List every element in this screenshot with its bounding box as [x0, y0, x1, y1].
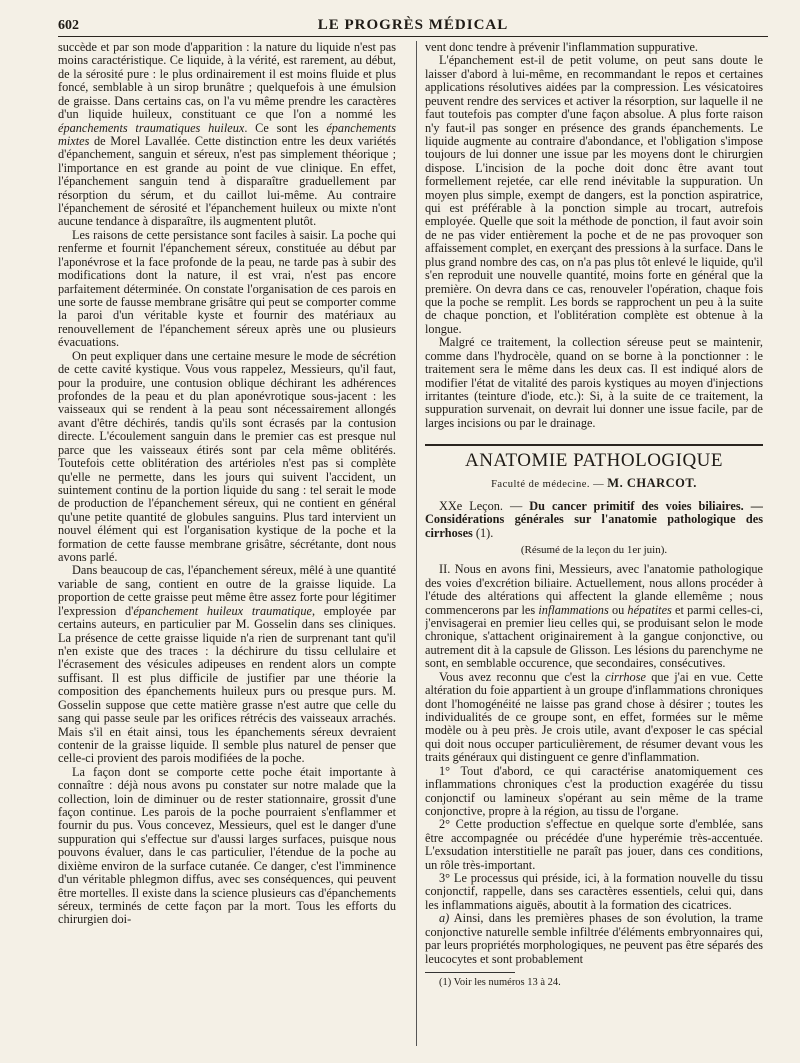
paragraph: II. Nous en avons fini, Messieurs, avec l'anatomie pathologique des voies d'excrétion biliaire. Actuellement, nous allons procéder à l'étude des altérations qui affectent la glande ellemême ; nous commencerons par les inflammations ou hépatites et parmi celles-ci, j'envisagerai en premier lieu celles qui, se produisant selon le mode chronique, s'attachent originairement à la gangue conjonctive, ou autrement dit à la capsule de Glisson. Les lésions du parenchyme ne sont, en semblable occurence, que secondaires, consécutives.: [425, 562, 763, 671]
paragraph: vent donc tendre à prévenir l'inflammation suppurative.: [425, 41, 698, 54]
footnote-rule: [425, 972, 515, 973]
page-header: [58, 12, 768, 36]
footnote: (1) Voir les numéros 13 à 24.: [439, 977, 561, 988]
paragraph: Dans beaucoup de cas, l'épanchement séreux, mêlé à une quantité variable de sang, contient en outre de la graisse liquide. La proportion de cette graisse peut même être assez forte pour légitimer l'expression d'épanchement huileux traumatique, employée par certains auteurs, en particulier par M. Gosselin dans ses cliniques. La présence de cette graisse liquide n'a rien de surprenant tant qu'il n'en existe que des traces : la déchirure du tissu cellulaire et l'écrasement des vésicules adipeuses en rendent alors un compte suffisant. Il est plus difficile de justifier par une théorie la composition des épanchements huileux purs ou presque purs. M. Gosselin suppose que cette matière grasse n'est autre que celle du sang qui passe seule par les orifices rétrécis des vaisseaux arrachés. Mais s'il en était ainsi, tous les épanchements séreux devraient contenir de la graisse liquide. Il semble plus naturel de penser que celle-ci provient des parois modifiées de la poche.: [58, 563, 396, 766]
paragraph: 3° Le processus qui préside, ici, à la formation nouvelle du tissu conjonctif, rappelle, dans ses caractères essentiels, celui qui, dans les inflammations aiguës, aboutit à la formation des cicatrices.: [425, 871, 763, 912]
paragraph: Malgré ce traitement, la collection séreuse peut se maintenir, comme dans l'hydrocèle, quand on se borne à la ponctionner : le traitement sera le même dans les deux cas. Il est indiqué alors de modifier l'état de vitalité des parois kystiques au moyen d'injections irritantes (teinture d'iode, etc.): Si, à la suite de ce traitement, la suppuration survenait, on devrait lui donner une issue facile, par de larges incisions ou par le drainage.: [425, 335, 763, 430]
column-divider: [416, 41, 417, 1046]
paragraph: Vous avez reconnu que c'est la cirrhose que j'ai en vue. Cette altération du foie appartient à un groupe d'inflammations chroniques dont l'homogénéité ne laisse pas grand chose à désirer ; toutes les individualités de ce groupe sont, en effet, formées sur le même modèle ou à peu près. Je crois utile, avant d'exposer le cas spécial qui doit nous occuper particulièrement, de résumer devant vous les traits généraux qui distinguent ce genre d'inflammation.: [425, 669, 763, 765]
paragraph: 1° Tout d'abord, ce qui caractérise anatomiquement ces inflammations chroniques c'est la production exagérée du tissu conjonctif ou lamineux s'opérant au sein même de la trame conjonctive, propre à la région, au tissu de l'organe.: [425, 763, 763, 818]
right-column: [425, 41, 763, 1046]
paragraph: succède et par son mode d'apparition : la nature du liquide n'est pas moins caractéristique. Ce liquide, à la vérité, est rarement, au début, de la sérosité pure : le plus ordinairement il est moins fluide et plus foncé, semblable à un sirop brunâtre ; quelquefois à une émulsion de graisse. Dans certains cas, on l'a vu même prendre les caractères d'un liquide huileux, constituant ce que l'on a nommé les épanchements traumatiques huileux. Ce sont les épanchements mixtes de Morel Lavallée. Cette distinction entre les deux variétés d'épanchement, sanguin et séreux, n'est pas simplement théorique ; l'importance en est grande au point de vue clinique. En effet, l'épanchement sanguin tend à disparaître graduellement par résorption du sérum, et du caillot lui-même. Au contraire l'épanchement de sérosité et l'épanchement huileux ou mixte n'ont aucune tendance à disparaître, ils augmentent plutôt.: [58, 41, 396, 229]
lecture-summary-note: (Résumé de la leçon du 1er juin).: [520, 543, 668, 556]
running-title: LE PROGRÈS MÉDICAL: [317, 17, 509, 33]
header-rule: [58, 36, 768, 37]
paragraph: L'épanchement est-il de petit volume, on peut sans doute le laisser d'abord à lui-même, en recommandant le repos et certaines applications résolutives aidées par la compression. Les vésicatoires peuvent rendre des services et activer la résorption, sur laquelle il ne faut toutefois pas compter d'une façon absolue. A plus forte raison n'y faut-il pas songer en présence des grands épanchements. Le liquide augmente au contraire d'abondance, et l'obligation s'impose toujours de lui donner une issue par les moyens dont le chirurgien dispose. L'incision de la poche doit donc être avant tout formellement rejetée, car elle rend inévitable la suppuration. Un moyen plus simple, exempt de dangers, est la ponction aspiratrice, qui est préférable à la ponction simple au trocart, autrefois employée. Quelle que soit la méthode de ponction, il faut avoir soin de ne pas vider entièrement la poche et de ne pas provoquer son affaissement complet, en exerçant des pressions à la surface. Dans le plus grand nombre des cas, on n'a pas plus tôt enlevé le liquide, qu'il s'en reproduit une nouvelle quantité, moins forte en général que la première. On devra dans ce cas, renouveler l'opération, chaque fois que la poche se remplit. Les bords se rapprochent un peu à la suite de chaque ponction, et l'oblitération complète est obtenue à la longue.: [425, 53, 763, 336]
left-column: [58, 41, 396, 1046]
lecture-heading: XXe Leçon. — Du cancer primitif des voies biliaires. — Considérations générales sur l'anatomie pathologique des cirrhoses (1).: [425, 498, 763, 540]
section-title: ANATOMIE PATHOLOGIQUE: [464, 450, 724, 472]
paragraph: Les raisons de cette persistance sont faciles à saisir. La poche qui renferme et fournit l'épanchement séreux, constituée au début par l'aponévrose et la face profonde de la peau, ne tarde pas à subir des modifications dont la nature, il est vrai, n'est pas encore parfaitement déterminée. On constate l'organisation de ces parois en une sorte de fausse membrane grisâtre qui peut se comporter comme la paroi d'un véritable kyste et fournir des matériaux au renouvellement de l'épanchement séreux après une ou plusieurs évacuations.: [58, 227, 396, 350]
section-heading: [425, 444, 763, 473]
paragraph: a) Ainsi, dans les premières phases de son évolution, la trame conjonctive naturelle semble infiltrée d'éléments embryonnaires qui, par leurs propriétés morphologiques, ne peuvent pas être séparés des leucocytes et sont probablement: [425, 911, 763, 966]
section-subtitle: Faculté de médecine. — M. CHARCOT.: [491, 476, 697, 491]
page-number: 602: [58, 18, 79, 33]
paragraph: On peut expliquer dans une certaine mesure le mode de sécrétion de cette cavité kystique. Vous vous rappelez, Messieurs, qu'il faut, pour la produire, une contusion oblique déchirant les adhérences profondes de la peau et du plan aponévrotique sous-jacent : les vaisseaux qui se rendent à la peau sont nécessairement allongés avant d'être déchirés, tandis qu'ils sont écrasés par la contusion directe. L'écoulement sanguin dans le premier cas est presque nul parce que les vaisseaux étirés sont par cela même oblitérés. Toutefois cette oblitération des artérioles n'est pas si complète qu'elle ne permette, dans les jours qui suivent l'accident, un suintement continu de la portion liquide du sang : tel serait le mode de production de l'épanchement séreux, qui ne contient en général qu'une petite quantité de globules sanguins. Plus tard intervient un nouvel élément qui est l'organisation kystique de la poche et la formation de cette fausse membrane grisâtre, sécrétante, dont nous avons parlé.: [58, 348, 396, 565]
paragraph: 2° Cette production s'effectue en quelque sorte d'emblée, sans être accompagnée ou précédée d'une hyperémie très-accentuée. L'exsudation interstitielle ne paraît pas jouer, dans ces conditions, un rôle très-important.: [425, 817, 763, 872]
section-rule: [425, 444, 763, 446]
paragraph: La façon dont se comporte cette poche était importante à connaître : déjà nous avons pu constater sur notre malade que la collection, loin de diminuer ou de rester stationnaire, grossit d'une façon continue. Les parois de la poche pourraient s'enflammer et fournir du pus. Vous concevez, Messieurs, quel est le danger d'une suppuration qui s'effectue sur d'aussi larges surfaces, puisque nous pouvons évaluer, dans le cas particulier, l'étendue de la poche au dixième environ de la surface cutanée. Ce danger, c'est l'imminence d'un véritable phlegmon diffus, avec ses conséquences, qui peuvent être mortelles. Il existe dans la science plusieurs cas d'épanchements séreux, terminés de cette façon par la mort. Tous les efforts du chirurgien doi-: [58, 764, 396, 927]
